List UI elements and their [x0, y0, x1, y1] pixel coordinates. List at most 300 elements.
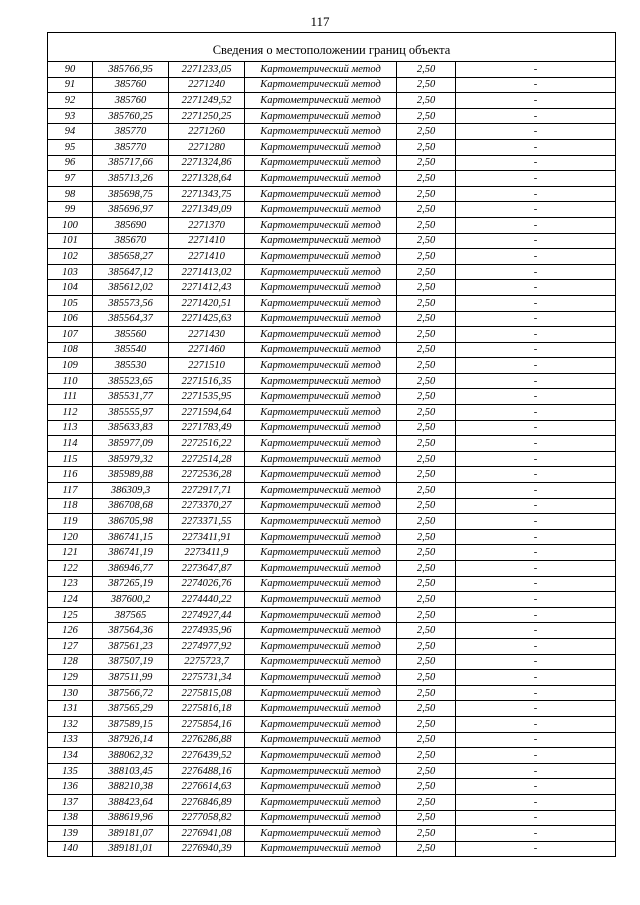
y-coordinate-cell: 2276286,88 [169, 732, 245, 748]
y-coordinate-cell: 2275854,16 [169, 716, 245, 732]
method-cell: Картометрический метод [245, 155, 397, 171]
table-row [48, 498, 616, 514]
x-coordinate-cell: 388210,38 [93, 779, 169, 795]
table-row [48, 483, 616, 499]
x-coordinate-cell: 385670 [93, 233, 169, 249]
table-row [48, 748, 616, 764]
x-coordinate-cell: 385523,65 [93, 373, 169, 389]
x-coordinate-cell: 385760 [93, 77, 169, 93]
description-cell: - [456, 607, 616, 623]
accuracy-cell: 2,50 [397, 483, 456, 499]
table-row [48, 638, 616, 654]
y-coordinate-cell: 2271413,02 [169, 264, 245, 280]
y-coordinate-cell: 2271240 [169, 77, 245, 93]
table-row [48, 77, 616, 93]
table-row [48, 155, 616, 171]
page-number: 117 [310, 14, 330, 29]
accuracy-cell: 2,50 [397, 716, 456, 732]
x-coordinate-cell: 385560 [93, 327, 169, 343]
y-coordinate-cell: 2275731,34 [169, 670, 245, 686]
point-number-cell: 111 [48, 389, 93, 405]
table-row [48, 93, 616, 109]
point-number-cell: 92 [48, 93, 93, 109]
description-cell: - [456, 155, 616, 171]
point-number-cell: 127 [48, 638, 93, 654]
point-number-cell: 90 [48, 62, 93, 78]
accuracy-cell: 2,50 [397, 327, 456, 343]
point-number-cell: 129 [48, 670, 93, 686]
accuracy-cell: 2,50 [397, 233, 456, 249]
accuracy-cell: 2,50 [397, 420, 456, 436]
table-row [48, 810, 616, 826]
table-row [48, 171, 616, 187]
description-cell: - [456, 295, 616, 311]
accuracy-cell: 2,50 [397, 529, 456, 545]
x-coordinate-cell: 389181,07 [93, 826, 169, 842]
y-coordinate-cell: 2272514,28 [169, 451, 245, 467]
point-number-cell: 99 [48, 202, 93, 218]
point-number-cell: 114 [48, 436, 93, 452]
method-cell: Картометрический метод [245, 264, 397, 280]
accuracy-cell: 2,50 [397, 451, 456, 467]
point-number-cell: 93 [48, 108, 93, 124]
x-coordinate-cell: 385760,25 [93, 108, 169, 124]
table-row [48, 607, 616, 623]
description-cell: - [456, 280, 616, 296]
table-row [48, 249, 616, 265]
accuracy-cell: 2,50 [397, 701, 456, 717]
table-row [48, 139, 616, 155]
description-cell: - [456, 638, 616, 654]
table-row [48, 670, 616, 686]
table-row [48, 592, 616, 608]
method-cell: Картометрический метод [245, 295, 397, 311]
x-coordinate-cell: 387507,19 [93, 654, 169, 670]
method-cell: Картометрический метод [245, 108, 397, 124]
method-cell: Картометрический метод [245, 716, 397, 732]
description-cell: - [456, 420, 616, 436]
x-coordinate-cell: 387600,2 [93, 592, 169, 608]
description-cell: - [456, 389, 616, 405]
description-cell: - [456, 576, 616, 592]
y-coordinate-cell: 2271249,52 [169, 93, 245, 109]
point-number-cell: 135 [48, 763, 93, 779]
y-coordinate-cell: 2271412,43 [169, 280, 245, 296]
method-cell: Картометрический метод [245, 779, 397, 795]
point-number-cell: 103 [48, 264, 93, 280]
method-cell: Картометрический метод [245, 654, 397, 670]
x-coordinate-cell: 389181,01 [93, 841, 169, 857]
table-row [48, 732, 616, 748]
x-coordinate-cell: 387926,14 [93, 732, 169, 748]
y-coordinate-cell: 2271260 [169, 124, 245, 140]
accuracy-cell: 2,50 [397, 841, 456, 857]
accuracy-cell: 2,50 [397, 124, 456, 140]
table-row [48, 841, 616, 857]
accuracy-cell: 2,50 [397, 685, 456, 701]
y-coordinate-cell: 2276439,52 [169, 748, 245, 764]
description-cell: - [456, 327, 616, 343]
description-cell: - [456, 763, 616, 779]
description-cell: - [456, 794, 616, 810]
x-coordinate-cell: 385770 [93, 139, 169, 155]
accuracy-cell: 2,50 [397, 514, 456, 530]
point-number-cell: 134 [48, 748, 93, 764]
table-row [48, 654, 616, 670]
accuracy-cell: 2,50 [397, 186, 456, 202]
table-row [48, 576, 616, 592]
x-coordinate-cell: 385713,26 [93, 171, 169, 187]
point-number-cell: 138 [48, 810, 93, 826]
method-cell: Картометрический метод [245, 826, 397, 842]
accuracy-cell: 2,50 [397, 155, 456, 171]
method-cell: Картометрический метод [245, 576, 397, 592]
point-number-cell: 125 [48, 607, 93, 623]
method-cell: Картометрический метод [245, 420, 397, 436]
accuracy-cell: 2,50 [397, 217, 456, 233]
x-coordinate-cell: 386309,3 [93, 483, 169, 499]
point-number-cell: 95 [48, 139, 93, 155]
y-coordinate-cell: 2273370,27 [169, 498, 245, 514]
table-row [48, 623, 616, 639]
method-cell: Картометрический метод [245, 467, 397, 483]
description-cell: - [456, 561, 616, 577]
accuracy-cell: 2,50 [397, 389, 456, 405]
method-cell: Картометрический метод [245, 451, 397, 467]
y-coordinate-cell: 2273647,87 [169, 561, 245, 577]
table-row [48, 763, 616, 779]
x-coordinate-cell: 387511,99 [93, 670, 169, 686]
accuracy-cell: 2,50 [397, 139, 456, 155]
method-cell: Картометрический метод [245, 592, 397, 608]
point-number-cell: 140 [48, 841, 93, 857]
table-row [48, 826, 616, 842]
method-cell: Картометрический метод [245, 498, 397, 514]
y-coordinate-cell: 2271594,64 [169, 405, 245, 421]
description-cell: - [456, 810, 616, 826]
point-number-cell: 126 [48, 623, 93, 639]
description-cell: - [456, 779, 616, 795]
accuracy-cell: 2,50 [397, 436, 456, 452]
table-row [48, 264, 616, 280]
x-coordinate-cell: 385573,56 [93, 295, 169, 311]
y-coordinate-cell: 2271420,51 [169, 295, 245, 311]
y-coordinate-cell: 2271324,86 [169, 155, 245, 171]
x-coordinate-cell: 385690 [93, 217, 169, 233]
point-number-cell: 133 [48, 732, 93, 748]
point-number-cell: 106 [48, 311, 93, 327]
description-cell: - [456, 529, 616, 545]
accuracy-cell: 2,50 [397, 108, 456, 124]
x-coordinate-cell: 385555,97 [93, 405, 169, 421]
table-row [48, 217, 616, 233]
table-row [48, 467, 616, 483]
table-row [48, 514, 616, 530]
accuracy-cell: 2,50 [397, 794, 456, 810]
x-coordinate-cell: 387565,29 [93, 701, 169, 717]
method-cell: Картометрический метод [245, 607, 397, 623]
table-row [48, 233, 616, 249]
description-cell: - [456, 451, 616, 467]
x-coordinate-cell: 385770 [93, 124, 169, 140]
description-cell: - [456, 93, 616, 109]
description-cell: - [456, 202, 616, 218]
description-cell: - [456, 514, 616, 530]
accuracy-cell: 2,50 [397, 638, 456, 654]
point-number-cell: 104 [48, 280, 93, 296]
table-row [48, 716, 616, 732]
table-row [48, 186, 616, 202]
y-coordinate-cell: 2276940,39 [169, 841, 245, 857]
accuracy-cell: 2,50 [397, 249, 456, 265]
point-number-cell: 123 [48, 576, 93, 592]
y-coordinate-cell: 2276846,89 [169, 794, 245, 810]
description-cell: - [456, 483, 616, 499]
y-coordinate-cell: 2274026,76 [169, 576, 245, 592]
y-coordinate-cell: 2271510 [169, 358, 245, 374]
table-row [48, 451, 616, 467]
x-coordinate-cell: 385530 [93, 358, 169, 374]
method-cell: Картометрический метод [245, 763, 397, 779]
y-coordinate-cell: 2271343,75 [169, 186, 245, 202]
table-row [48, 342, 616, 358]
accuracy-cell: 2,50 [397, 561, 456, 577]
y-coordinate-cell: 2274440,22 [169, 592, 245, 608]
table-row [48, 62, 616, 78]
accuracy-cell: 2,50 [397, 748, 456, 764]
table-row [48, 358, 616, 374]
description-cell: - [456, 186, 616, 202]
method-cell: Картометрический метод [245, 139, 397, 155]
point-number-cell: 128 [48, 654, 93, 670]
method-cell: Картометрический метод [245, 685, 397, 701]
description-cell: - [456, 826, 616, 842]
x-coordinate-cell: 385698,75 [93, 186, 169, 202]
x-coordinate-cell: 387564,36 [93, 623, 169, 639]
table-row [48, 108, 616, 124]
y-coordinate-cell: 2271349,09 [169, 202, 245, 218]
description-cell: - [456, 748, 616, 764]
x-coordinate-cell: 388423,64 [93, 794, 169, 810]
description-cell: - [456, 139, 616, 155]
accuracy-cell: 2,50 [397, 171, 456, 187]
x-coordinate-cell: 387265,19 [93, 576, 169, 592]
y-coordinate-cell: 2271425,63 [169, 311, 245, 327]
method-cell: Картометрический метод [245, 732, 397, 748]
x-coordinate-cell: 385540 [93, 342, 169, 358]
table-row [48, 794, 616, 810]
accuracy-cell: 2,50 [397, 77, 456, 93]
accuracy-cell: 2,50 [397, 545, 456, 561]
table-row [48, 545, 616, 561]
table-row [48, 373, 616, 389]
point-number-cell: 100 [48, 217, 93, 233]
description-cell: - [456, 124, 616, 140]
method-cell: Картометрический метод [245, 186, 397, 202]
accuracy-cell: 2,50 [397, 826, 456, 842]
method-cell: Картометрический метод [245, 77, 397, 93]
point-number-cell: 117 [48, 483, 93, 499]
point-number-cell: 110 [48, 373, 93, 389]
y-coordinate-cell: 2271535,95 [169, 389, 245, 405]
x-coordinate-cell: 385531,77 [93, 389, 169, 405]
point-number-cell: 96 [48, 155, 93, 171]
accuracy-cell: 2,50 [397, 810, 456, 826]
x-coordinate-cell: 386741,19 [93, 545, 169, 561]
method-cell: Картометрический метод [245, 670, 397, 686]
y-coordinate-cell: 2271410 [169, 233, 245, 249]
description-cell: - [456, 405, 616, 421]
x-coordinate-cell: 385647,12 [93, 264, 169, 280]
point-number-cell: 97 [48, 171, 93, 187]
table-row [48, 295, 616, 311]
method-cell: Картометрический метод [245, 436, 397, 452]
description-cell: - [456, 436, 616, 452]
y-coordinate-cell: 2274927,44 [169, 607, 245, 623]
y-coordinate-cell: 2271250,25 [169, 108, 245, 124]
point-number-cell: 101 [48, 233, 93, 249]
point-number-cell: 136 [48, 779, 93, 795]
y-coordinate-cell: 2276614,63 [169, 779, 245, 795]
y-coordinate-cell: 2274977,92 [169, 638, 245, 654]
method-cell: Картометрический метод [245, 327, 397, 343]
x-coordinate-cell: 385766,95 [93, 62, 169, 78]
method-cell: Картометрический метод [245, 794, 397, 810]
point-number-cell: 119 [48, 514, 93, 530]
boundary-coordinates-table [47, 32, 616, 857]
point-number-cell: 115 [48, 451, 93, 467]
method-cell: Картометрический метод [245, 202, 397, 218]
x-coordinate-cell: 386946,77 [93, 561, 169, 577]
table-title: Сведения о местоположении границ объекта [212, 43, 451, 57]
accuracy-cell: 2,50 [397, 264, 456, 280]
point-number-cell: 108 [48, 342, 93, 358]
description-cell: - [456, 467, 616, 483]
method-cell: Картометрический метод [245, 171, 397, 187]
description-cell: - [456, 592, 616, 608]
table-row [48, 327, 616, 343]
y-coordinate-cell: 2271410 [169, 249, 245, 265]
method-cell: Картометрический метод [245, 342, 397, 358]
y-coordinate-cell: 2271430 [169, 327, 245, 343]
description-cell: - [456, 685, 616, 701]
y-coordinate-cell: 2275816,18 [169, 701, 245, 717]
method-cell: Картометрический метод [245, 280, 397, 296]
method-cell: Картометрический метод [245, 373, 397, 389]
method-cell: Картометрический метод [245, 483, 397, 499]
x-coordinate-cell: 388103,45 [93, 763, 169, 779]
method-cell: Картометрический метод [245, 249, 397, 265]
point-number-cell: 131 [48, 701, 93, 717]
y-coordinate-cell: 2274935,96 [169, 623, 245, 639]
description-cell: - [456, 670, 616, 686]
accuracy-cell: 2,50 [397, 670, 456, 686]
y-coordinate-cell: 2273411,91 [169, 529, 245, 545]
x-coordinate-cell: 388619,96 [93, 810, 169, 826]
description-cell: - [456, 701, 616, 717]
method-cell: Картометрический метод [245, 701, 397, 717]
point-number-cell: 120 [48, 529, 93, 545]
table-row [48, 420, 616, 436]
method-cell: Картометрический метод [245, 545, 397, 561]
accuracy-cell: 2,50 [397, 576, 456, 592]
y-coordinate-cell: 2271783,49 [169, 420, 245, 436]
y-coordinate-cell: 2273371,55 [169, 514, 245, 530]
accuracy-cell: 2,50 [397, 732, 456, 748]
accuracy-cell: 2,50 [397, 779, 456, 795]
y-coordinate-cell: 2272917,71 [169, 483, 245, 499]
x-coordinate-cell: 386741,15 [93, 529, 169, 545]
y-coordinate-cell: 2275723,7 [169, 654, 245, 670]
accuracy-cell: 2,50 [397, 623, 456, 639]
table-row [48, 701, 616, 717]
method-cell: Картометрический метод [245, 233, 397, 249]
description-cell: - [456, 249, 616, 265]
description-cell: - [456, 108, 616, 124]
y-coordinate-cell: 2277058,82 [169, 810, 245, 826]
method-cell: Картометрический метод [245, 124, 397, 140]
description-cell: - [456, 62, 616, 78]
x-coordinate-cell: 388062,32 [93, 748, 169, 764]
point-number-cell: 98 [48, 186, 93, 202]
x-coordinate-cell: 386708,68 [93, 498, 169, 514]
description-cell: - [456, 732, 616, 748]
method-cell: Картометрический метод [245, 93, 397, 109]
point-number-cell: 137 [48, 794, 93, 810]
method-cell: Картометрический метод [245, 389, 397, 405]
y-coordinate-cell: 2271328,64 [169, 171, 245, 187]
x-coordinate-cell: 385633,83 [93, 420, 169, 436]
description-cell: - [456, 77, 616, 93]
accuracy-cell: 2,50 [397, 342, 456, 358]
x-coordinate-cell: 387589,15 [93, 716, 169, 732]
point-number-cell: 132 [48, 716, 93, 732]
method-cell: Картометрический метод [245, 638, 397, 654]
accuracy-cell: 2,50 [397, 607, 456, 623]
accuracy-cell: 2,50 [397, 202, 456, 218]
accuracy-cell: 2,50 [397, 498, 456, 514]
point-number-cell: 139 [48, 826, 93, 842]
description-cell: - [456, 264, 616, 280]
y-coordinate-cell: 2272536,28 [169, 467, 245, 483]
method-cell: Картометрический метод [245, 217, 397, 233]
table-row [48, 405, 616, 421]
x-coordinate-cell: 387561,23 [93, 638, 169, 654]
accuracy-cell: 2,50 [397, 592, 456, 608]
y-coordinate-cell: 2275815,08 [169, 685, 245, 701]
point-number-cell: 112 [48, 405, 93, 421]
y-coordinate-cell: 2271516,35 [169, 373, 245, 389]
table-row [48, 311, 616, 327]
y-coordinate-cell: 2271280 [169, 139, 245, 155]
accuracy-cell: 2,50 [397, 405, 456, 421]
description-cell: - [456, 623, 616, 639]
point-number-cell: 124 [48, 592, 93, 608]
table-row [48, 561, 616, 577]
y-coordinate-cell: 2271233,05 [169, 62, 245, 78]
description-cell: - [456, 373, 616, 389]
x-coordinate-cell: 385979,32 [93, 451, 169, 467]
x-coordinate-cell: 385696,97 [93, 202, 169, 218]
description-cell: - [456, 233, 616, 249]
accuracy-cell: 2,50 [397, 654, 456, 670]
description-cell: - [456, 342, 616, 358]
method-cell: Картометрический метод [245, 810, 397, 826]
y-coordinate-cell: 2272516,22 [169, 436, 245, 452]
point-number-cell: 130 [48, 685, 93, 701]
x-coordinate-cell: 385564,37 [93, 311, 169, 327]
x-coordinate-cell: 386705,98 [93, 514, 169, 530]
